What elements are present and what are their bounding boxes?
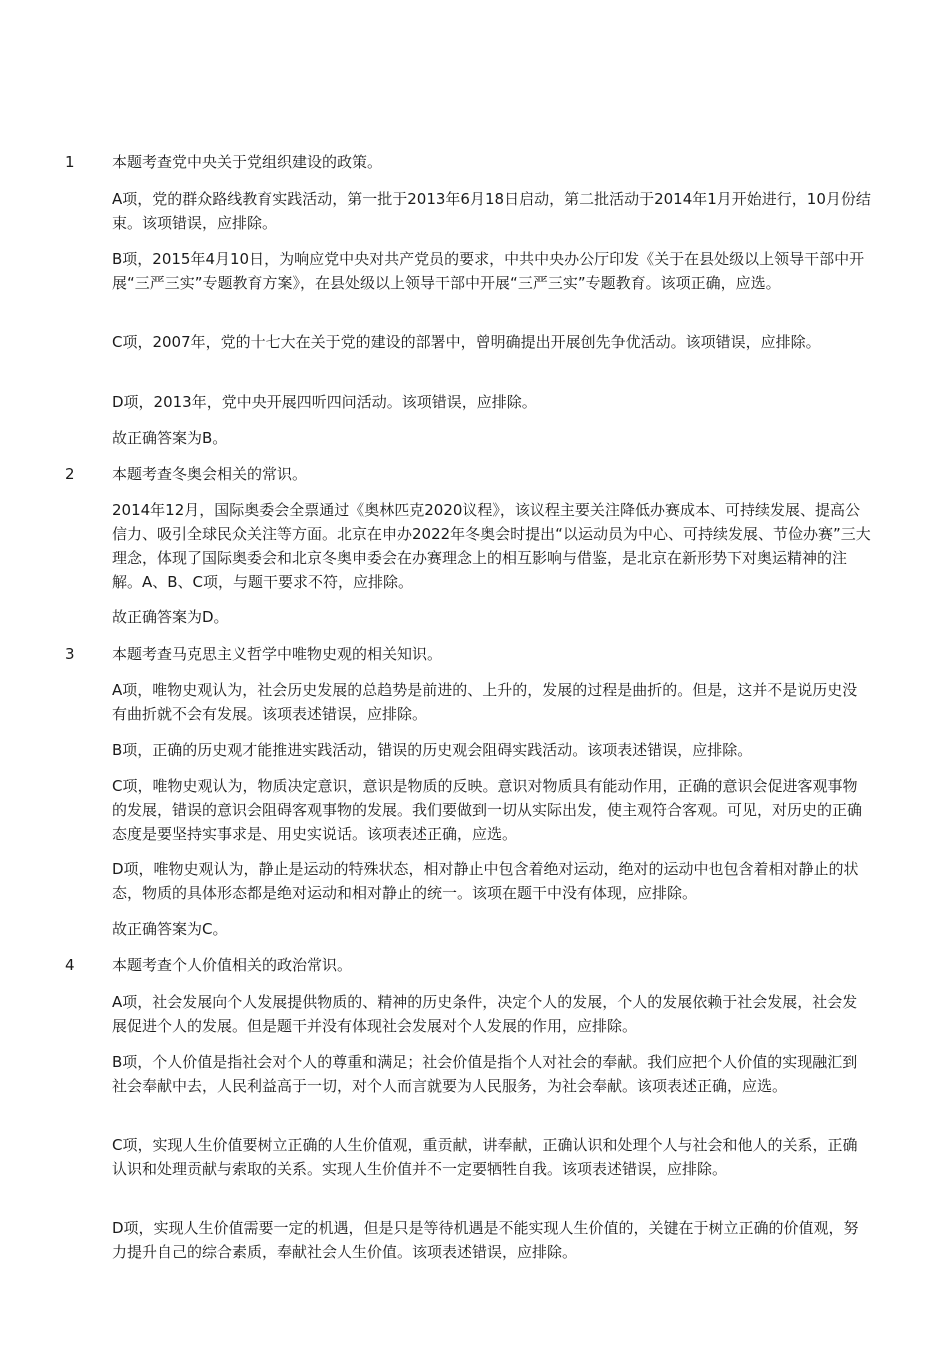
option-b-explanation: B项，个人价值是指社会对个人的尊重和满足；社会价值是指个人对社会的奉献。我们应把个人价值的实现融汇到社会奉献中去，人民利益高于一切，对个人而言就要为人民服务，为社会奉献。该项表述正确，应选。 — [112, 1053, 858, 1095]
option-d-explanation: D项，唯物史观认为，静止是运动的特殊状态，相对静止中包含着绝对运动，绝对的运动中也包含着相对静止的状态，物质的具体形态都是绝对运动和相对静止的统一。该项在题干中没有体现，应排除。 — [112, 860, 859, 902]
option-c-explanation: C项，实现人生价值要树立正确的人生价值观，重贡献，讲奉献，正确认识和处理个人与社会和他人的关系，正确认识和处理贡献与索取的关系。实现人生价值并不一定要牺牲自我。该项表述错误，应排除。 — [112, 1136, 858, 1178]
option-d-explanation: D项，2013年，党中央开展四听四问活动。该项错误，应排除。 — [112, 393, 537, 411]
option-a-explanation: A项，唯物史观认为，社会历史发展的总趋势是前进的、上升的，发展的过程是曲折的。但是，这并不是说历史没有曲折就不会有发展。该项表述错误，应排除。 — [112, 681, 858, 723]
correct-answer: 故正确答案为C。 — [112, 920, 228, 938]
question-topic: 本题考查冬奥会相关的常识。 — [112, 465, 308, 483]
option-c-explanation: C项，唯物史观认为，物质决定意识，意识是物质的反映。意识对物质具有能动作用，正确的意识会促进客观事物的发展，错误的意识会阻碍客观事物的发展。我们要做到一切从实际出发，使主观符合客观。可见，对历史的正确态度是要坚持实事求是、用史实说话。该项表述正确，应选。 — [112, 777, 863, 843]
explanation-paragraph: 2014年12月，国际奥委会全票通过《奥林匹克2020议程》，该议程主要关注降低办赛成本、可持续发展、提高公信力、吸引全球民众关注等方面。北京在申办2022年冬奥会时提出“以运动员为中心、可持续发展、节俭办赛”三大理念，体现了国际奥委会和北京冬奥申委会在办赛理念上的相互影响与借鉴，是北京在新形势下对奥运精神的注解。A、B、C项，与题干要求不符，应排除。 — [112, 501, 871, 591]
option-a-explanation: A项，社会发展向个人发展提供物质的、精神的历史条件，决定个人的发展，个人的发展依赖于社会发展，社会发展促进个人的发展。但是题干并没有体现社会发展对个人发展的作用，应排除。 — [112, 993, 858, 1035]
question-number: 3 — [65, 645, 75, 663]
question-number: 1 — [65, 153, 75, 171]
question-number: 4 — [65, 956, 75, 974]
option-d-explanation: D项，实现人生价值需要一定的机遇，但是只是等待机遇是不能实现人生价值的，关键在于树立正确的价值观，努力提升自己的综合素质，奉献社会人生价值。该项表述错误，应排除。 — [112, 1219, 859, 1261]
option-b-explanation: B项，2015年4月10日，为响应党中央对共产党员的要求，中共中央办公厅印发《关于在县处级以上领导干部中开展“三严三实”专题教育方案》，在县处级以上领导干部中开展“三严三实”专题教育。该项正确，应选。 — [112, 250, 865, 292]
correct-answer: 故正确答案为B。 — [112, 429, 228, 447]
question-number: 2 — [65, 465, 75, 483]
option-b-explanation: B项，正确的历史观才能推进实践活动，错误的历史观会阻碍实践活动。该项表述错误，应排除。 — [112, 741, 753, 759]
question-topic: 本题考查马克思主义哲学中唯物史观的相关知识。 — [112, 645, 443, 663]
question-topic: 本题考查个人价值相关的政治常识。 — [112, 956, 353, 974]
option-c-explanation: C项，2007年，党的十七大在关于党的建设的部署中，曾明确提出开展创先争优活动。该项错误，应排除。 — [112, 333, 821, 351]
question-topic: 本题考查党中央关于党组织建设的政策。 — [112, 153, 383, 171]
correct-answer: 故正确答案为D。 — [112, 608, 229, 626]
option-a-explanation: A项，党的群众路线教育实践活动，第一批于2013年6月18日启动，第二批活动于2014年1月开始进行，10月份结束。该项错误，应排除。 — [112, 190, 871, 232]
